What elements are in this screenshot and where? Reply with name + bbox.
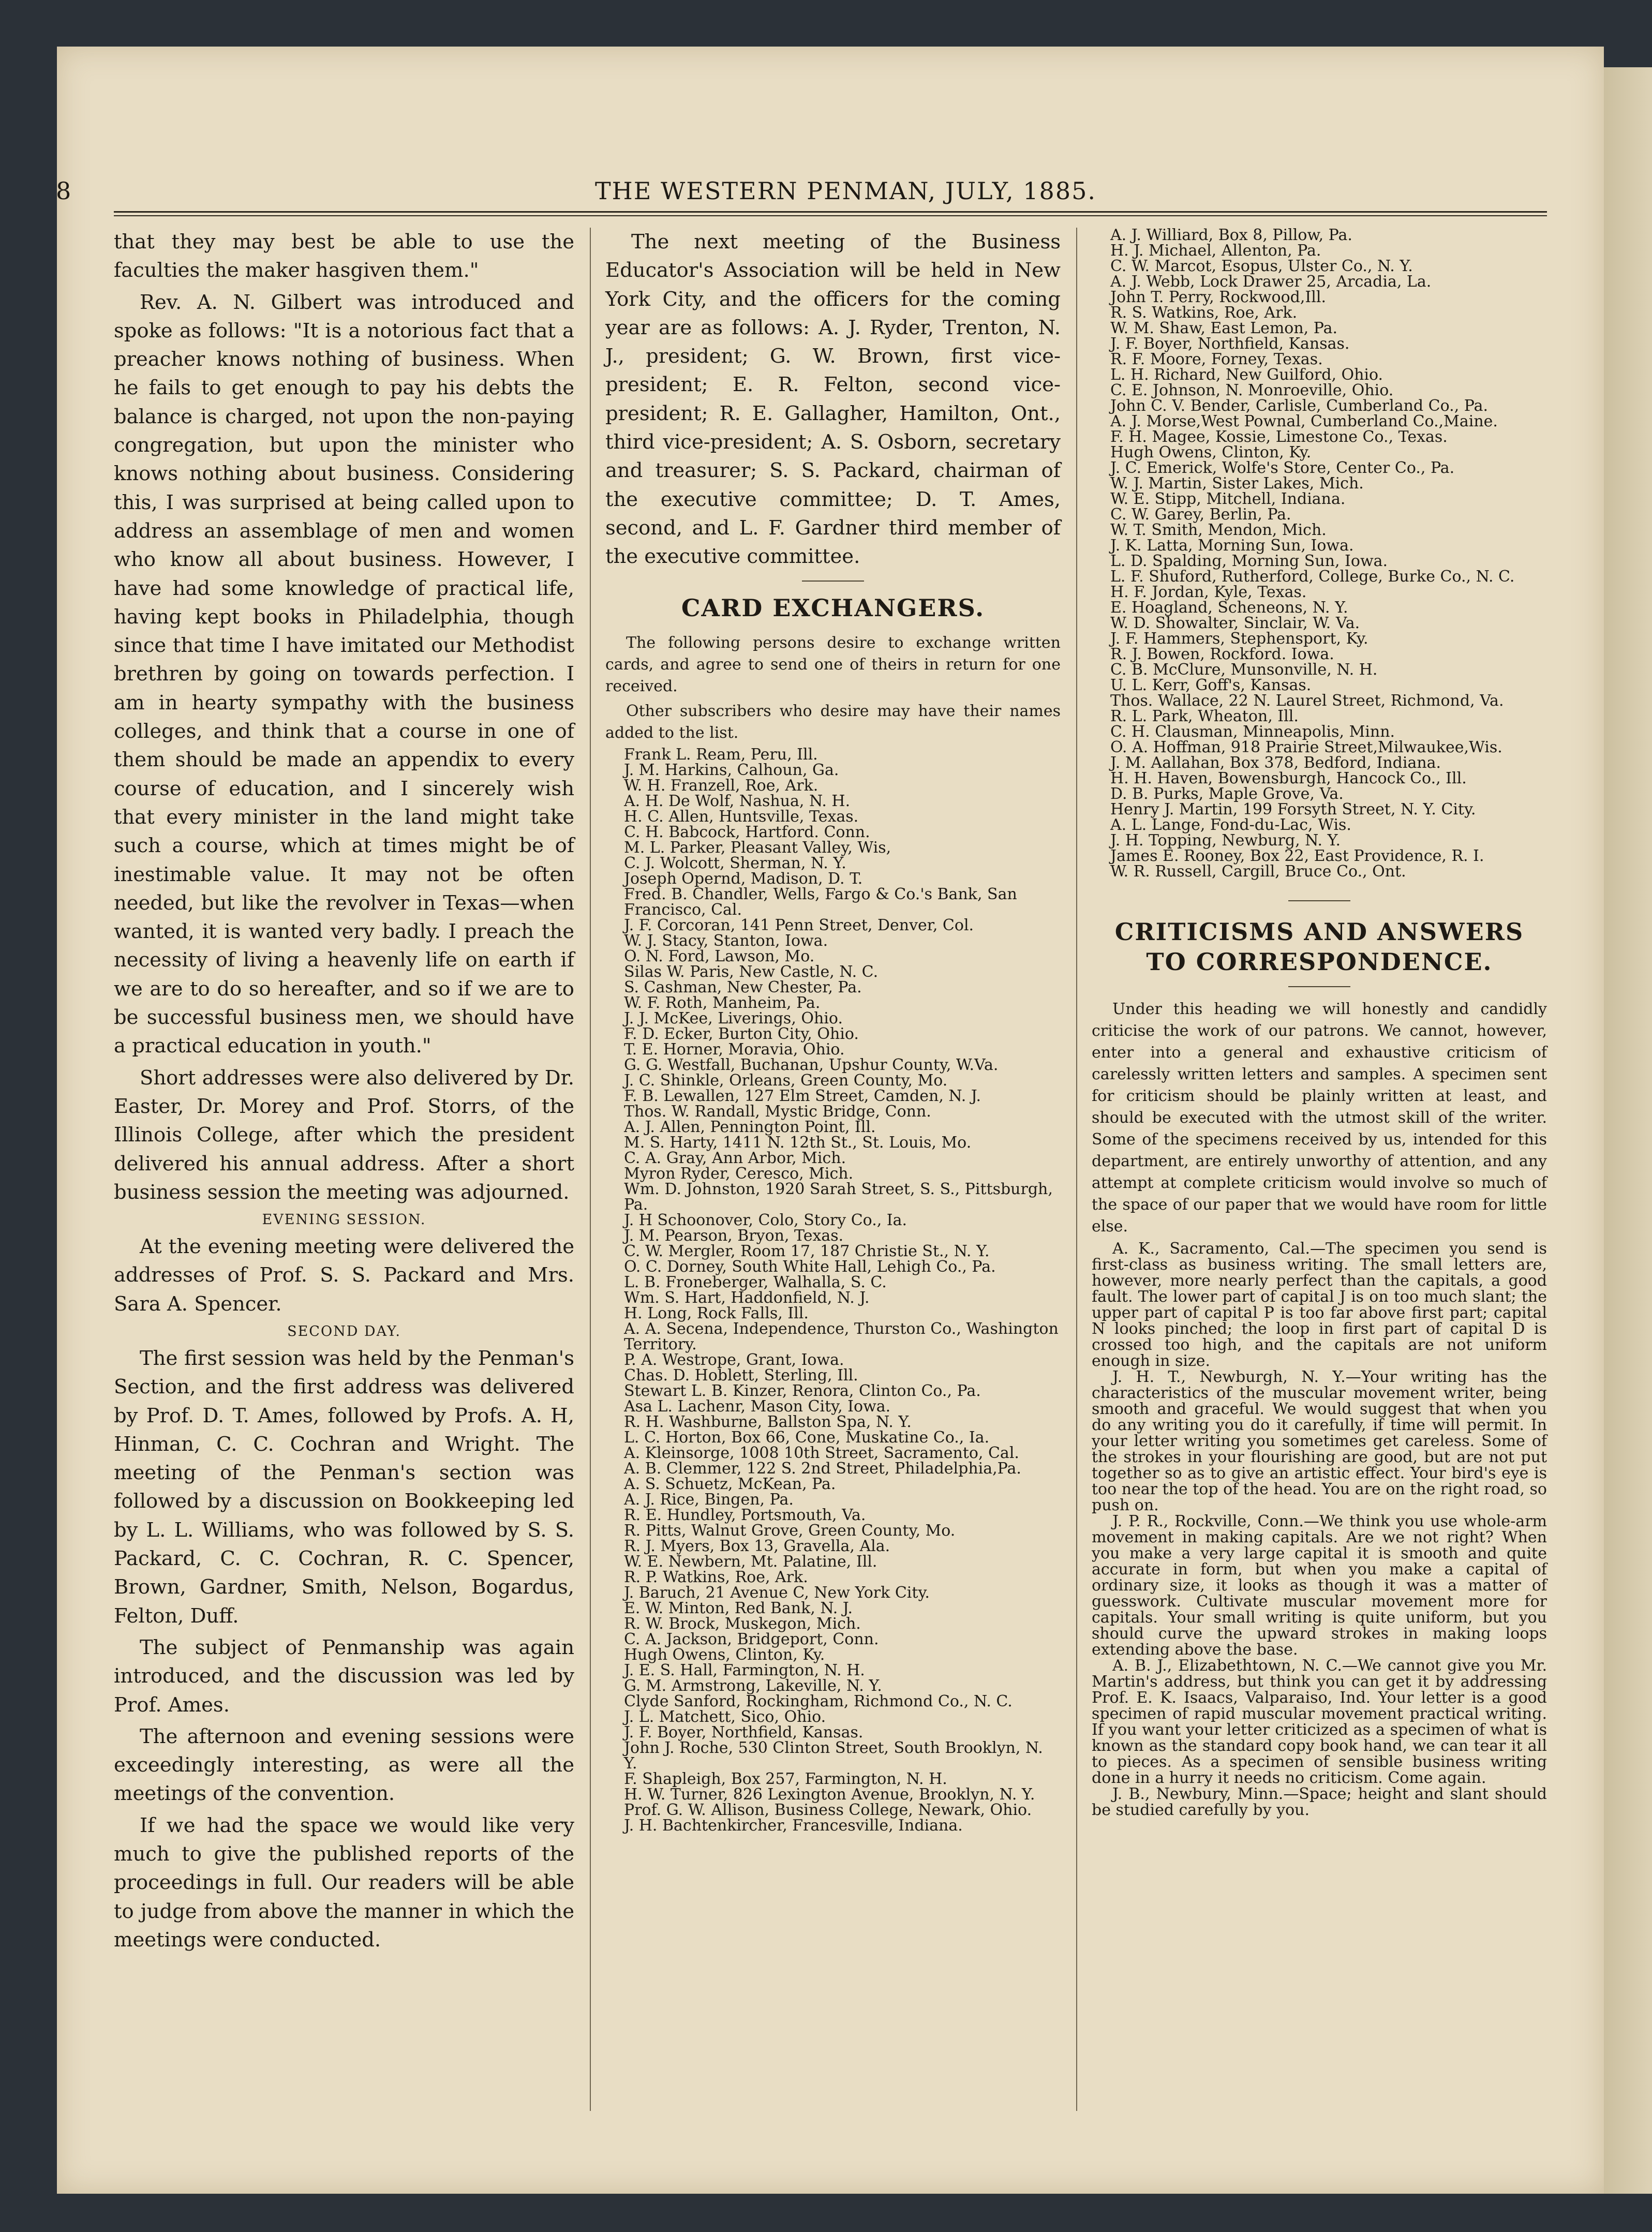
list-item: H. C. Allen, Huntsville, Texas. xyxy=(624,807,859,826)
column-1 xyxy=(114,228,574,1957)
header-rule-thin xyxy=(114,215,1547,216)
answer-paragraph: J. B., Newbury, Minn.—Space; height and slant should be studied carefully by you. xyxy=(1092,1785,1547,1819)
list-item: F. D. Ecker, Burton City, Ohio. xyxy=(624,1024,859,1043)
list-item: J. F. Corcoran, 141 Penn Street, Denver, Col. xyxy=(624,916,974,934)
list-item: A. J. Webb, Lock Drawer 25, Arcadia, La. xyxy=(1110,273,1432,291)
list-item: A. J. Williard, Box 8, Pillow, Pa. xyxy=(1110,226,1352,244)
list-item: H. F. Jordan, Kyle, Texas. xyxy=(1110,583,1307,601)
list-item: J. F. Boyer, Northfield, Kansas. xyxy=(1110,335,1350,353)
list-item: W. J. Stacy, Stanton, Iowa. xyxy=(624,931,828,950)
list-item: R. H. Washburne, Ballston Spa, N. Y. xyxy=(624,1412,912,1431)
list-item: C. W. Marcot, Esopus, Ulster Co., N. Y. xyxy=(1110,257,1413,275)
paragraph: that they may best be able to use the faculties the maker hasgiven them." xyxy=(114,230,574,282)
list-item: R. F. Moore, Forney, Texas. xyxy=(1110,350,1323,368)
list-item: A. J. Rice, Bingen, Pa. xyxy=(624,1490,794,1509)
paragraph: The subject of Penmanship was again introduced, and the discussion was led by Prof. Ames. xyxy=(114,1635,574,1717)
section-subheading: EVENING SESSION. xyxy=(262,1212,426,1228)
list-item: J. J. McKee, Liverings, Ohio. xyxy=(624,1009,843,1028)
list-item: Henry J. Martin, 199 Forsyth Street, N. Y. City. xyxy=(1110,800,1476,819)
list-item: J. E. S. Hall, Farmington, N. H. xyxy=(624,1661,865,1679)
list-item: J. C. Shinkle, Orleans, Green County, Mo. xyxy=(624,1071,948,1090)
criticisms-subtitle: TO CORRESPONDENCE. xyxy=(1146,948,1493,976)
list-item: R. E. Hundley, Portsmouth, Va. xyxy=(624,1506,866,1524)
paragraph: The afternoon and evening sessions were exceedingly interesting, as were all the meetings of the convention. xyxy=(114,1724,574,1806)
paragraph: The following persons desire to exchange written cards, and agree to send one of theirs in return for one received. xyxy=(605,633,1061,695)
list-item: Myron Ryder, Ceresco, Mich. xyxy=(624,1164,854,1183)
list-item: J. L. Matchett, Sico, Ohio. xyxy=(624,1707,826,1726)
list-item: W. M. Shaw, East Lemon, Pa. xyxy=(1110,319,1338,337)
list-item: T. E. Horner, Moravia, Ohio. xyxy=(624,1040,845,1059)
list-item: O. A. Hoffman, 918 Prairie Street,Milwaukee,Wis. xyxy=(1110,738,1502,756)
list-item: H. H. Haven, Bowensburgh, Hancock Co., Ill. xyxy=(1110,769,1467,787)
list-item: A. L. Lange, Fond-du-Lac, Wis. xyxy=(1110,816,1351,834)
list-item: F. B. Lewallen, 127 Elm Street, Camden, N. J. xyxy=(624,1087,981,1105)
answers-list xyxy=(1092,1241,1547,1818)
list-item: F. H. Magee, Kossie, Limestone Co., Texas. xyxy=(1110,428,1448,446)
list-item: J. M. Harkins, Calhoun, Ga. xyxy=(624,761,839,779)
list-item: W. F. Roth, Manheim, Pa. xyxy=(624,993,821,1012)
column-divider xyxy=(590,228,591,2111)
answer-paragraph: J. H. T., Newburgh, N. Y.—Your writing has the characteristics of the muscular movement writer, being smooth and graceful. We would suggest that when you do any writing you do it carefully, if time will permit. In your letter writing you sometimes get careless. Some of the strokes in your flourishing are good, but are not put together so as to give an artistic effect. Your bird's eye is too near the top of the head. You are on the right road, so push on. xyxy=(1092,1368,1547,1514)
list-item: R. L. Park, Wheaton, Ill. xyxy=(1110,707,1299,725)
list-item: E. Hoagland, Scheneons, N. Y. xyxy=(1110,599,1348,617)
list-item: R. W. Brock, Muskegon, Mich. xyxy=(624,1614,861,1633)
column-2 xyxy=(605,228,1061,1834)
list-item: R. S. Watkins, Roe, Ark. xyxy=(1110,304,1298,322)
list-item: A. S. Schuetz, McKean, Pa. xyxy=(624,1475,836,1493)
list-item: J. H. Topping, Newburg, N. Y. xyxy=(1110,831,1341,850)
list-item: Joseph Opernd, Madison, D. T. xyxy=(624,869,863,888)
divider xyxy=(1288,900,1350,901)
list-item: P. A. Westrope, Grant, Iowa. xyxy=(624,1350,844,1369)
list-item: C. H. Clausman, Minneapolis, Minn. xyxy=(1110,723,1395,741)
adjacent-page-edge xyxy=(1604,67,1652,2194)
list-item: J. F. Boyer, Northfield, Kansas. xyxy=(624,1723,864,1742)
list-item: Fred. B. Chandler, Wells, Fargo & Co.'s Bank, San Francisco, Cal. xyxy=(624,885,1017,919)
list-item: A. J. Allen, Pennington Point, Ill. xyxy=(624,1118,876,1136)
list-item: W. E. Stipp, Mitchell, Indiana. xyxy=(1110,490,1346,508)
list-item: L. B. Froneberger, Walhalla, S. C. xyxy=(624,1273,887,1291)
list-item: Asa L. Lachenr, Mason City, Iowa. xyxy=(624,1397,891,1416)
list-item: C. A. Gray, Ann Arbor, Mich. xyxy=(624,1149,846,1167)
paragraph: Short addresses were also delivered by Dr. Easter, Dr. Morey and Prof. Storrs, of the Illinois College, after which the president delivered his annual address. After a short business session the meeting was adjourned. xyxy=(114,1066,574,1204)
answer-paragraph: A. K., Sacramento, Cal.—The specimen you send is first-class as business writing. The small letters are, however, more nearly perfect than the capitals, a good fault. The lower part of capital J is on too much slant; the upper part of capital P is too far above first part; capital N looks pinched; the loop in first part of capital D is crossed too high, and the capitals are not uniform enough in size. xyxy=(1092,1240,1547,1370)
paragraph: If we had the space we would like very much to give the published reports of the proceedings in full. Our readers will be able to judge from above the manner in which the meetings were conducted. xyxy=(114,1813,574,1952)
card-exchangers-list-continued xyxy=(1092,228,1547,880)
list-item: C. H. Babcock, Hartford. Conn. xyxy=(624,823,870,841)
list-item: M. L. Parker, Pleasant Valley, Wis, xyxy=(624,838,891,857)
list-item: John C. V. Bender, Carlisle, Cumberland Co., Pa. xyxy=(1110,397,1489,415)
list-item: J. C. Emerick, Wolfe's Store, Center Co., Pa. xyxy=(1110,459,1455,477)
list-item: H. W. Turner, 826 Lexington Avenue, Brooklyn, N. Y. xyxy=(624,1785,1035,1804)
list-item: W. E. Newbern, Mt. Palatine, Ill. xyxy=(624,1552,877,1571)
list-item: James E. Rooney, Box 22, East Providence, R. I. xyxy=(1110,847,1484,865)
list-item: G. M. Armstrong, Lakeville, N. Y. xyxy=(624,1676,882,1695)
paragraph: Under this heading we will honestly and candidly criticise the work of our patrons. We cannot, however, enter into a general and exhaustive criticism of carelessly written letters and samples. A specimen sent for criticism should be plainly written at least, and should be executed with the utmost skill of the writer. Some of the specimens received by us, intended for this department, are entirely unworthy of attention, and any attempt at complete criticism would involve so much of the space of our paper that we would have room for little else. xyxy=(1092,1000,1547,1236)
list-item: C. A. Jackson, Bridgeport, Conn. xyxy=(624,1630,879,1648)
section-subheading: SECOND DAY. xyxy=(287,1323,401,1340)
list-item: O. C. Dorney, South White Hall, Lehigh Co., Pa. xyxy=(624,1257,996,1276)
list-item: C. B. McClure, Munsonville, N. H. xyxy=(1110,661,1378,679)
list-item: J. F. Hammers, Stephensport, Ky. xyxy=(1110,630,1368,648)
divider xyxy=(1288,986,1350,987)
list-item: R. J. Myers, Box 13, Gravella, Ala. xyxy=(624,1537,890,1555)
list-item: W. T. Smith, Mendon, Mich. xyxy=(1110,521,1327,539)
header-rule xyxy=(114,211,1547,213)
divider xyxy=(802,581,864,582)
list-item: Hugh Owens, Clinton, Ky. xyxy=(1110,443,1312,462)
column-divider xyxy=(1076,228,1077,2111)
list-item: Wm. S. Hart, Haddonfield, N. J. xyxy=(624,1288,870,1307)
list-item: S. Cashman, New Chester, Pa. xyxy=(624,978,862,996)
list-item: H. J. Michael, Allenton, Pa. xyxy=(1110,242,1321,260)
paragraph: Other subscribers who desire may have their names added to the list. xyxy=(605,702,1061,742)
list-item: Chas. D. Hoblett, Sterling, Ill. xyxy=(624,1366,858,1385)
list-item: M. S. Harty, 1411 N. 12th St., St. Louis, Mo. xyxy=(624,1133,972,1152)
list-item: A. B. Clemmer, 122 S. 2nd Street, Philadelphia,Pa. xyxy=(624,1459,1021,1478)
list-item: Silas W. Paris, New Castle, N. C. xyxy=(624,962,879,981)
list-item: C. J. Wolcott, Sherman, N. Y. xyxy=(624,854,846,872)
answer-paragraph: A. B. J., Elizabethtown, N. C.—We cannot give you Mr. Martin's address, but think you can get it by addressing Prof. E. K. Isaacs, Valparaiso, Ind. Your letter is a good specimen of rapid muscular movement practical writing. If you want your letter criticized as a specimen of what is known as the standard copy book hand, we can tear it all to pieces. As a specimen of sensible business writing done in a hurry it needs no criticism. Come again. xyxy=(1092,1657,1547,1787)
list-item: H. Long, Rock Falls, Ill. xyxy=(624,1304,809,1322)
list-item: J. H Schoonover, Colo, Story Co., Ia. xyxy=(624,1211,907,1229)
list-item: D. B. Purks, Maple Grove, Va. xyxy=(1110,785,1344,803)
list-item: A. Kleinsorge, 1008 10th Street, Sacramento, Cal. xyxy=(624,1444,1019,1462)
column-3 xyxy=(1092,228,1547,1818)
list-item: A. A. Secena, Independence, Thurston Co., Washington Territory. xyxy=(624,1319,1059,1353)
list-item: J. H. Bachtenkircher, Francesville, Indiana. xyxy=(624,1816,963,1835)
list-item: G. G. Westfall, Buchanan, Upshur County, W.Va. xyxy=(624,1055,999,1074)
paragraph: At the evening meeting were delivered the addresses of Prof. S. S. Packard and Mrs. Sara A. Spencer. xyxy=(114,1235,574,1316)
paragraph: The first session was held by the Penman's Section, and the first address was delivered by Prof. D. T. Ames, followed by Profs. A. H, Hinman, C. C. Cochran and Wright. The meeting of the Penman's section was followed by a discussion on Bookkeeping led by L. L. Williams, who was followed by S. S. Packard, C. C. Cochran, R. C. Spencer, Brown, Gardner, Smith, Nelson, Bogardus, Felton, Duff. xyxy=(114,1346,574,1628)
list-item: Clyde Sanford, Rockingham, Richmond Co., N. C. xyxy=(624,1692,1013,1710)
list-item: R. J. Bowen, Rockford. Iowa. xyxy=(1110,645,1334,663)
list-item: C. E. Johnson, N. Monroeville, Ohio. xyxy=(1110,381,1394,399)
list-item: O. N. Ford, Lawson, Mo. xyxy=(624,947,815,965)
list-item: Wm. D. Johnston, 1920 Sarah Street, S. S., Pittsburgh, Pa. xyxy=(624,1180,1053,1214)
list-item: R. P. Watkins, Roe, Ark. xyxy=(624,1568,808,1586)
answer-paragraph: J. P. R., Rockville, Conn.—We think you use whole-arm movement in making capitals. Are we not right? When you make a very large capital it is smooth and quite accurate in form, but when you make a capital of ordinary size, it looks as though it was a matter of guesswork. Cultivate muscular movement more for capitals. Your small writing is quite uniform, but you should curve the upward strokes in making loops extending above the base. xyxy=(1092,1512,1547,1659)
list-item: U. L. Kerr, Goff's, Kansas. xyxy=(1110,676,1312,694)
list-item: L. F. Shuford, Rutherford, College, Burke Co., N. C. xyxy=(1110,568,1515,586)
list-item: C. W. Garey, Berlin, Pa. xyxy=(1110,505,1291,524)
list-item: John J. Roche, 530 Clinton Street, South Brooklyn, N. Y. xyxy=(624,1738,1043,1773)
list-item: W. D. Showalter, Sinclair, W. Va. xyxy=(1110,614,1360,632)
list-item: A. J. Morse,West Pownal, Cumberland Co.,Maine. xyxy=(1110,412,1498,430)
card-exchangers-title: CARD EXCHANGERS. xyxy=(681,593,985,622)
criticisms-title: CRITICISMS AND ANSWERS xyxy=(1114,918,1524,946)
paragraph: Rev. A. N. Gilbert was introduced and spoke as follows: "It is a notorious fact that a preacher knows nothing of business. When he fails to get enough to pay his debts the balance is charged, not upon the non-paying congregation, but upon the minister who knows nothing about business. Considering this, I was surprised at being called upon to address an assemblage of men and women who know all about business. However, I have had some knowledge of practical life, having kept books in Philadelphia, though since that time I have imitated our Methodist brethren by going on towards perfection. I am in hearty sympathy with the business colleges, and think that a course in one of them should be made an appendix to every course of education, and I sincerely wish that every minister in the land might take such a course, which at times might be of inestimable value. It may not be often needed, but like the revolver in Texas—when wanted, it is wanted very badly. I preach the necessity of living a heavenly life on earth if we are to do so hereafter, and so if we are to be successful business men, we should have a practical education in youth." xyxy=(114,290,574,1058)
masthead: THE WESTERN PENMAN, JULY, 1885. xyxy=(595,177,1096,205)
list-item: Stewart L. B. Kinzer, Renora, Clinton Co., Pa. xyxy=(624,1381,981,1400)
list-item: E. W. Minton, Red Bank, N. J. xyxy=(624,1599,853,1617)
list-item: F. Shapleigh, Box 257, Farmington, N. H. xyxy=(624,1769,947,1788)
list-item: J. K. Latta, Morning Sun, Iowa. xyxy=(1110,537,1354,555)
list-item: Prof. G. W. Allison, Business College, Newark, Ohio. xyxy=(624,1801,1032,1819)
list-item: J. Baruch, 21 Avenue C, New York City. xyxy=(624,1583,930,1602)
list-item: L. H. Richard, New Guilford, Ohio. xyxy=(1110,366,1383,384)
list-item: W. J. Martin, Sister Lakes, Mich. xyxy=(1110,474,1364,493)
list-item: J. M. Aallahan, Box 378, Bedford, Indiana. xyxy=(1110,754,1441,772)
page-number: 8 xyxy=(56,177,71,205)
list-item: Thos. W. Randall, Mystic Bridge, Conn. xyxy=(624,1102,931,1121)
list-item: Hugh Owens, Clinton, Ky. xyxy=(624,1645,825,1664)
list-item: W. H. Franzell, Roe, Ark. xyxy=(624,776,818,795)
list-item: W. R. Russell, Cargill, Bruce Co., Ont. xyxy=(1110,862,1406,881)
list-item: R. Pitts, Walnut Grove, Green County, Mo. xyxy=(624,1521,956,1540)
list-item: C. W. Mergler, Room 17, 187 Christie St., N. Y. xyxy=(624,1242,990,1260)
list-item: J. M. Pearson, Bryon, Texas. xyxy=(624,1226,844,1245)
card-exchangers-list xyxy=(605,747,1061,1834)
list-item: Frank L. Ream, Peru, Ill. xyxy=(624,745,818,764)
list-item: L. C. Horton, Box 66, Cone, Muskatine Co., Ia. xyxy=(624,1428,990,1447)
list-item: John T. Perry, Rockwood,Ill. xyxy=(1110,288,1326,306)
paragraph: The next meeting of the Business Educator's Association will be held in New York City, and the officers for the coming year are as follows: A. J. Ryder, Trenton, N. J., president; G. W. Brown, first vice-president; E. R. Felton, second vice-president; R. E. Gallagher, Hamilton, Ont., third vice-president; A. S. Osborn, secretary and treasurer; S. S. Packard, chairman of the executive committee; D. T. Ames, second, and L. F. Gardner third member of the executive committee. xyxy=(605,230,1061,569)
list-item: L. D. Spalding, Morning Sun, Iowa. xyxy=(1110,552,1388,570)
list-item: A. H. De Wolf, Nashua, N. H. xyxy=(624,792,851,810)
list-item: Thos. Wallace, 22 N. Laurel Street, Richmond, Va. xyxy=(1110,692,1504,710)
